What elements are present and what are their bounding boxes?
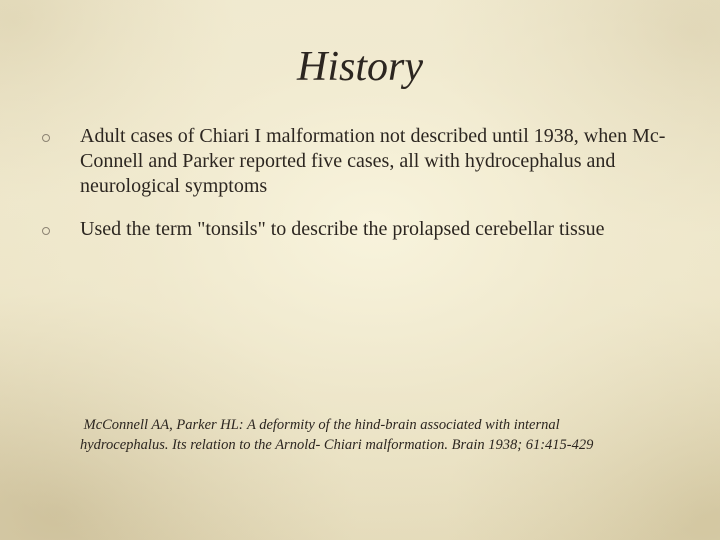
bullet-circle-icon bbox=[42, 227, 50, 235]
bullet-item bbox=[40, 217, 680, 242]
reference-line-1: McConnell AA, Parker HL: A deformity of the hind-brain associated with internal bbox=[80, 417, 560, 433]
bullet-text: Used the term "tonsils" to describe the prolapsed cerebellar tissue bbox=[80, 218, 605, 240]
slide-title: History bbox=[297, 44, 423, 90]
bullet-item bbox=[40, 124, 680, 199]
bullet-text: Adult cases of Chiari I malformation not described until 1938, when Mc-Connell and Parker reported five cases, all with hydrocephalus and neurological symptoms bbox=[80, 125, 666, 197]
bullet-circle-icon bbox=[42, 134, 50, 142]
reference-line-2: hydrocephalus. Its relation to the Arnold- Chiari malformation. Brain 1938; 61:415-429 bbox=[80, 437, 594, 453]
reference-citation bbox=[80, 415, 690, 455]
bullet-list bbox=[40, 124, 680, 260]
